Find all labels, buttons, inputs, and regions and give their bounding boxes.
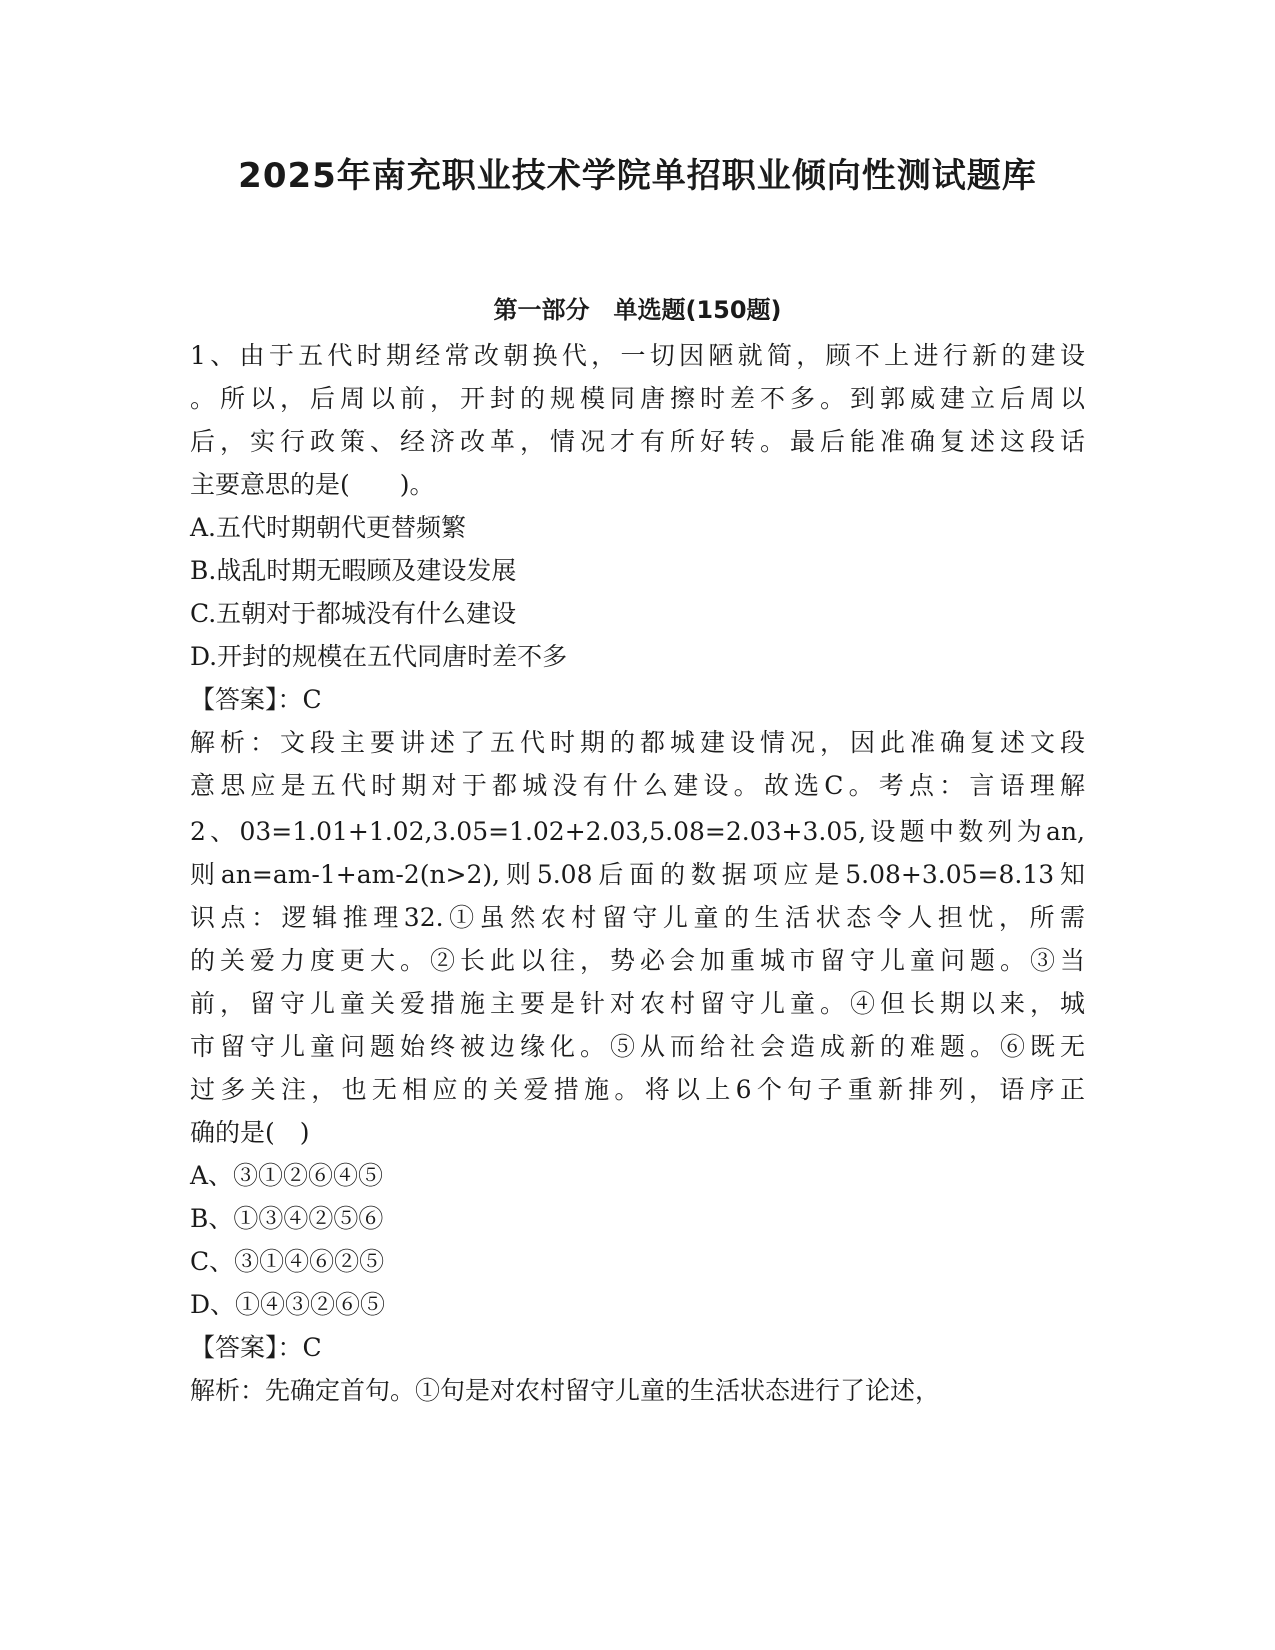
- option-d: D、①④③②⑥⑤: [190, 1290, 386, 1319]
- question-1: [190, 334, 1085, 807]
- question-stem-line: 识点：逻辑推理32.①虽然农村留守儿童的生活状态令人担忧，所需: [190, 903, 1085, 932]
- option-b: B.战乱时期无暇顾及建设发展: [190, 556, 517, 585]
- question-stem-line: 主要意思的是( )。: [190, 470, 435, 499]
- option-c: C、③①④⑥②⑤: [190, 1247, 385, 1276]
- option-a: A.五代时期朝代更替频繁: [190, 513, 467, 542]
- document-title: 2025年南充职业技术学院单招职业倾向性测试题库: [238, 156, 1037, 196]
- question-stem-line: 前，留守儿童关爱措施主要是针对农村留守儿童。④但长期以来，城: [190, 989, 1085, 1018]
- question-stem-line: 市留守儿童问题始终被边缘化。⑤从而给社会造成新的难题。⑥既无: [190, 1032, 1085, 1061]
- question-stem-line: 则an=am-1+am-2(n>2),则5.08后面的数据项应是5.08+3.05=8.13知: [190, 860, 1085, 889]
- option-d: D.开封的规模在五代同唐时差不多: [190, 642, 568, 671]
- question-stem-line: 后，实行政策、经济改革，情况才有所好转。最后能准确复述这段话: [190, 427, 1085, 456]
- answer-line: 【答案】：C: [190, 685, 322, 714]
- analysis-line: 解析：文段主要讲述了五代时期的都城建设情况，因此准确复述文段: [190, 728, 1085, 757]
- option-c: C.五朝对于都城没有什么建设: [190, 599, 517, 628]
- question-stem-line: 确的是( ): [190, 1118, 310, 1147]
- option-a: A、③①②⑥④⑤: [190, 1161, 384, 1190]
- question-stem-line: 。所以，后周以前，开封的规模同唐擦时差不多。到郭威建立后周以: [190, 384, 1085, 413]
- question-stem-line: 过多关注，也无相应的关爱措施。将以上6个句子重新排列，语序正: [190, 1075, 1085, 1104]
- section-title: 第一部分 单选题(150题): [493, 296, 782, 324]
- answer-line: 【答案】：C: [190, 1333, 322, 1362]
- question-stem-line: 2、03=1.01+1.02,3.05=1.02+2.03,5.08=2.03+3.05,设题中数列为an,: [190, 817, 1085, 846]
- option-b: B、①③④②⑤⑥: [190, 1204, 384, 1233]
- analysis-line: 意思应是五代时期对于都城没有什么建设。故选C。考点：言语理解: [190, 771, 1085, 800]
- analysis-line: 解析：先确定首句。①句是对农村留守儿童的生活状态进行了论述，: [190, 1376, 941, 1405]
- question-2: [190, 810, 1085, 1412]
- question-stem-line: 1、由于五代时期经常改朝换代，一切因陋就简，顾不上进行新的建设: [190, 341, 1085, 370]
- question-stem-line: 的关爱力度更大。②长此以往，势必会加重城市留守儿童问题。③当: [190, 946, 1085, 975]
